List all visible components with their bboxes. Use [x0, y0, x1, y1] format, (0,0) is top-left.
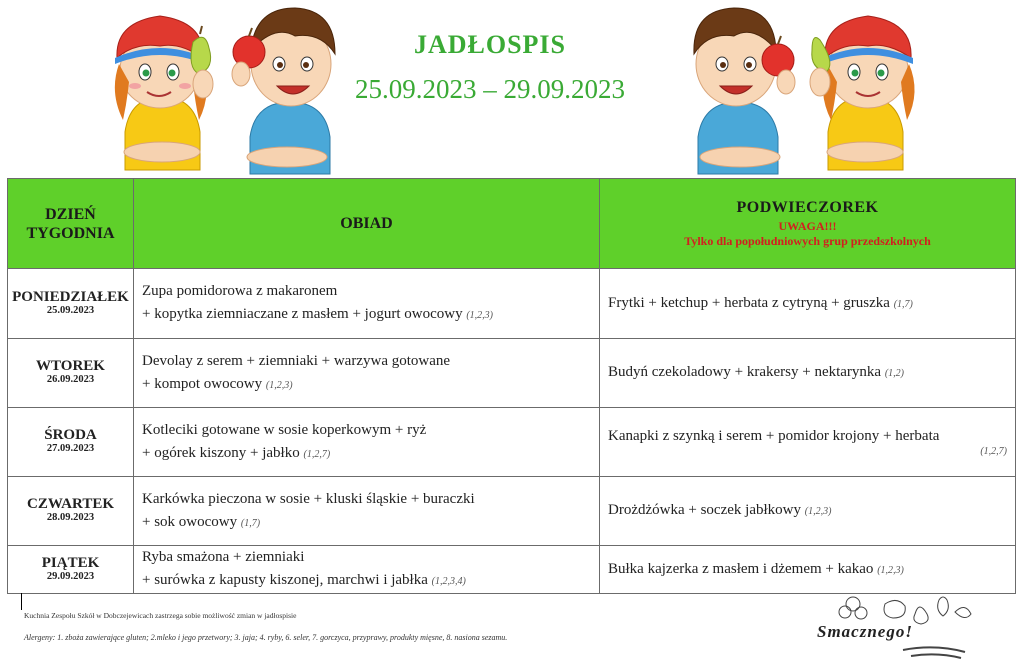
day-date: 27.09.2023 [46, 443, 95, 454]
obiad-line: + ogórek kiszony + jabłko (1,2,7) [142, 444, 331, 461]
allergen-codes: (1,2,3) [466, 310, 493, 321]
menu-table [7, 178, 1016, 594]
obiad-cell [134, 546, 600, 594]
smacznego-logo [815, 592, 995, 666]
page-title: JADŁOSPIS [413, 30, 567, 59]
obiad-cell [134, 408, 600, 477]
table-row [8, 339, 1016, 408]
obiad-line: + kopytka ziemniaczane z masłem + jogurt owocowy (1,2,3) [142, 306, 493, 322]
obiad-cell [134, 477, 600, 546]
day-name: PONIEDZIAŁEK [12, 288, 129, 305]
allergen-legend: Alergeny: 1. zboża zawierające gluten; 2.mleko i jego przetwory; 3. jaja; 4. ryby, 6. seler, 7. gorczyca, przyprawy, produkty mięsne, 8. nasiona sezamu. [24, 633, 508, 642]
obiad-line: + sok owocowy (1,7) [142, 513, 261, 530]
allergen-codes: (1,2,3) [265, 379, 293, 391]
day-cell [8, 477, 134, 546]
disclaimer-text: Kuchnia Zespołu Szkół w Dobczejewicach zastrzega sobie możliwość zmian w jadłospisie [24, 611, 297, 620]
day-date: 26.09.2023 [46, 374, 95, 385]
podwieczorek-cell [600, 477, 1016, 546]
allergen-codes: (1,2,3,4) [431, 576, 466, 587]
obiad-line: Karkówka pieczona w sosie + kluski śląskie + buraczki [142, 490, 475, 507]
podwieczorek-cell [600, 269, 1016, 339]
podwieczorek-cell [600, 546, 1016, 594]
allergen-codes: (1,2,7) [303, 448, 331, 460]
title-block [340, 30, 640, 105]
obiad-cell [134, 269, 600, 339]
podwieczorek-text: Bułka kajzerka z masłem i dżemem + kakao [608, 560, 874, 577]
day-name: ŚRODA [44, 427, 97, 443]
allergen-codes: (1,2,7) [980, 446, 1007, 457]
column-header-podwieczorek [600, 179, 1016, 269]
day-cell [8, 546, 134, 594]
column-header-day: DZIEŃ TYGODNIA [8, 179, 134, 269]
podwieczorek-text: Drożdżówka + soczek jabłkowy [608, 502, 801, 518]
girl-with-pear-illustration [105, 2, 220, 174]
obiad-line: Devolay z serem + ziemniaki + warzywa gotowane [142, 352, 451, 369]
text-cursor [21, 593, 22, 610]
obiad-line: Ryba smażona + ziemniaki [142, 549, 305, 565]
obiad-cell [134, 339, 600, 408]
obiad-line: + kompot owocowy (1,2,3) [142, 375, 293, 392]
podwieczorek-text: Kanapki z szynką i serem + pomidor krojony + herbata [608, 428, 940, 444]
allergen-codes: (1,2) [884, 368, 905, 379]
day-name: PIĄTEK [41, 554, 100, 571]
warning-text: Tylko dla popołudniowych grup przedszkolnych [684, 233, 931, 248]
girl-with-pear-illustration [808, 2, 923, 174]
allergen-codes: (1,2,3) [804, 506, 832, 517]
boy-with-apple-illustration [225, 2, 350, 177]
podwieczorek-cell [600, 408, 1016, 477]
day-date: 29.09.2023 [46, 570, 95, 582]
allergen-codes: (1,7) [893, 298, 913, 310]
day-name: WTOREK [36, 358, 105, 374]
day-name: CZWARTEK [27, 496, 114, 512]
table-row [8, 269, 1016, 339]
obiad-line: Kotleciki gotowane w sosie koperkowym + ryż [142, 421, 427, 438]
day-date: 25.09.2023 [46, 304, 95, 316]
table-row [8, 408, 1016, 477]
table-row [8, 477, 1016, 546]
boy-with-apple-illustration [678, 2, 803, 177]
day-cell [8, 339, 134, 408]
day-cell [8, 269, 134, 339]
table-row [8, 546, 1016, 594]
allergen-codes: (1,2,3) [877, 564, 904, 576]
day-date: 28.09.2023 [46, 512, 95, 523]
smacznego-text: Smacznego! [817, 622, 913, 641]
podwieczorek-text: Frytki + ketchup + herbata z cytryną + gruszka [608, 294, 890, 311]
allergen-codes: (1,7) [240, 517, 261, 529]
page-header [0, 0, 1024, 178]
podwieczorek-cell [600, 339, 1016, 408]
day-cell [8, 408, 134, 477]
obiad-line: + surówka z kapusty kiszonej, marchwi i jabłka (1,2,3,4) [142, 572, 466, 588]
podwieczorek-label: PODWIECZOREK [736, 198, 879, 216]
warning-label: UWAGA!!! [778, 218, 837, 233]
podwieczorek-text: Budyń czekoladowy + krakersy + nektarynka [608, 364, 882, 380]
date-range: 25.09.2023 – 29.09.2023 [355, 74, 625, 104]
obiad-line: Zupa pomidorowa z makaronem [142, 283, 338, 299]
column-header-obiad: OBIAD [134, 179, 600, 269]
